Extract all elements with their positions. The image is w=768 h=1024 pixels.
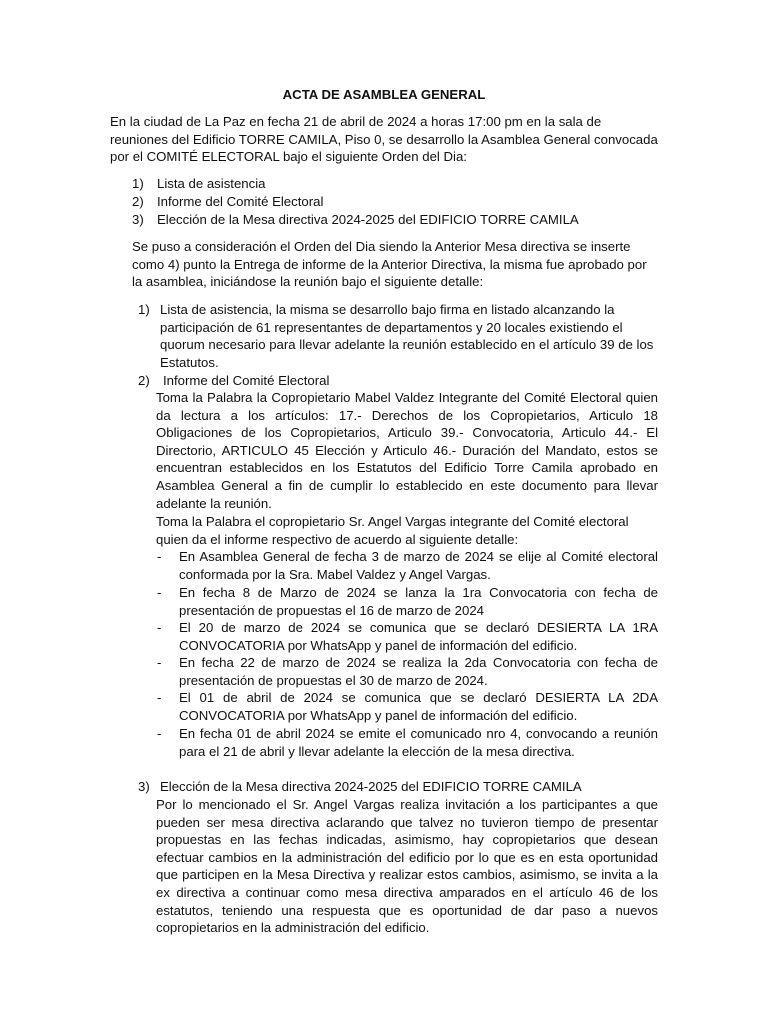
bullet-item-6: En fecha 01 de abril 2024 se emite el comunicado nro 4, convocando a reunión para el 21 de abril y llevar adelante la elección de la mesa directiva. — [179, 726, 658, 759]
agenda-item-2-text: Informe del Comité Electoral — [157, 194, 324, 209]
section-3-paragraph: Por lo mencionado el Sr. Angel Vargas realiza invitación a los participantes a que pueden ser mesa directiva aclarando que talvez no tuvieron tiempo de presentar propuestas en las fechas indicadas, asimismo, hay copropietarios que desean efectuar cambios en la administración del edificio por lo que es en esta oportunidad que participen en la Mesa Directiva y realizar estos cambios, asimismo, se invita a la ex directiva a continuar como mesa directiva amparados en el artículo 46 de los estatutos, teniendo una respuesta que es oportunidad de dar paso a nuevos copropietarios en la administración del edificio. — [156, 797, 658, 936]
consideration-paragraph: Se puso a consideración el Orden del Dia siendo la Anterior Mesa directiva se inserte como 4) punto la Entrega de informe de la Anterior Directiva, la misma fue aprobado por la asamblea, iniciándose la reunión bajo el siguiente detalle: — [132, 239, 647, 290]
bullet-item-1: En Asamblea General de fecha 3 de marzo de 2024 se elije al Comité electoral conformada por la Sra. Mabel Valdez y Angel Vargas. — [179, 549, 658, 582]
bullet-item-2: En fecha 8 de Marzo de 2024 se lanza la 1ra Convocatoria con fecha de presentación de propuestas el 16 de marzo de 2024 — [179, 585, 658, 618]
section-3-heading: Elección de la Mesa directiva 2024-2025 del EDIFICIO TORRE CAMILA — [160, 779, 582, 794]
section-2-paragraph-1: Toma la Palabra la Copropietario Mabel Valdez Integrante del Comité Electoral quien da lectura a los artículos: 17.- Derechos de los Copropietarios, Articulo 18 Obligaciones de los Copropietarios, Articulo 39.- Convocatoria, Articulo 44.- El Directorio, ARTICULO 45 Elección y Articulo 46.- Duración del Mandato, estos se encuentran establecidos en los Estatutos del Edificio Torre Camila aprobado en Asamblea General a fin de cumplir lo establecido en este documento para llevar adelante la reunión. — [156, 390, 658, 511]
document-title: ACTA DE ASAMBLEA GENERAL — [282, 87, 486, 102]
agenda-item-3-text: Elección de la Mesa directiva 2024-2025 del EDIFICIO TORRE CAMILA — [157, 212, 579, 227]
section-2-number: 2) — [138, 373, 150, 388]
bullet-dash: - — [157, 726, 162, 741]
agenda-item-2-number: 2) — [132, 194, 144, 209]
agenda-item-3-number: 3) — [132, 212, 144, 227]
section-3-number: 3) — [138, 779, 150, 794]
bullet-item-5: El 01 de abril de 2024 se comunica que se declaró DESIERTA LA 2DA CONVOCATORIA por WhatsApp y panel de información del edificio. — [179, 690, 658, 723]
section-1-text: Lista de asistencia, la misma se desarrollo bajo firma en listado alcanzando la participación de 61 representantes de departamentos y 20 locales existiendo el quorum necesario para llevar adelante la reunión establecido en el artículo 39 de los Estatutos. — [160, 302, 654, 370]
bullet-dash: - — [157, 620, 162, 635]
section-2-heading: Informe del Comité Electoral — [163, 373, 330, 388]
bullet-item-4: En fecha 22 de marzo de 2024 se realiza la 2da Convocatoria con fecha de presentación de propuestas el 30 de marzo de 2024. — [179, 655, 658, 688]
intro-paragraph: En la ciudad de La Paz en fecha 21 de abril de 2024 a horas 17:00 pm en la sala de reuniones del Edificio TORRE CAMILA, Piso 0, se desarrollo la Asamblea General convocada por el COMITÉ ELECTORAL bajo el siguiente Orden del Dia: — [110, 114, 658, 165]
agenda-item-1-number: 1) — [132, 176, 144, 191]
bullet-dash: - — [157, 549, 162, 564]
section-2-paragraph-2: Toma la Palabra el copropietario Sr. Angel Vargas integrante del Comité electoral quien da el informe respectivo de acuerdo al siguiente detalle: — [156, 514, 629, 547]
section-1-number: 1) — [138, 302, 150, 317]
bullet-dash: - — [157, 655, 162, 670]
bullet-dash: - — [157, 690, 162, 705]
bullet-item-3: El 20 de marzo de 2024 se comunica que se declaró DESIERTA LA 1RA CONVOCATORIA por WhatsApp y panel de información del edificio. — [179, 620, 658, 653]
bullet-dash: - — [157, 585, 162, 600]
agenda-item-1-text: Lista de asistencia — [157, 176, 266, 191]
